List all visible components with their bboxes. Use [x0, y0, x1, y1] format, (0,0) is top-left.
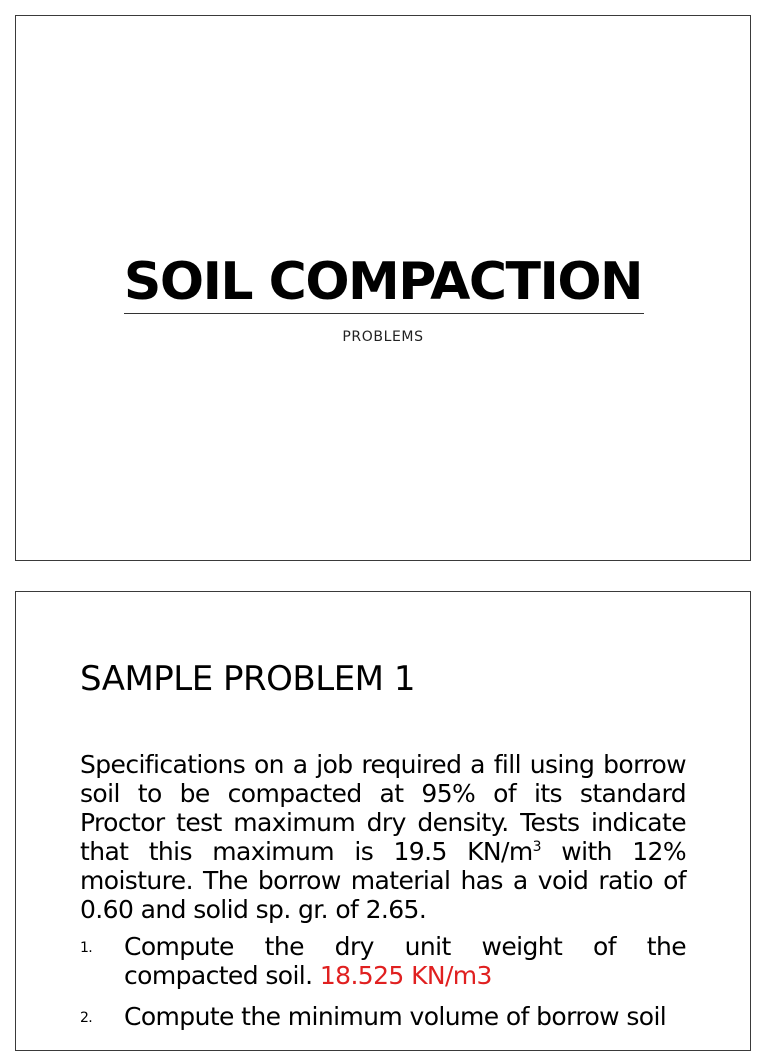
problem-statement-tail: with 12% moisture. The borrow material has a void ratio of 0.60 and solid sp. gr. of 2.65.	[80, 837, 687, 924]
question-item	[80, 932, 686, 990]
question-item	[80, 1002, 686, 1031]
slide-title: SOIL COMPACTION	[123, 252, 643, 312]
question-text	[124, 932, 686, 990]
question-number: 1.	[80, 940, 93, 956]
question-body: Compute the dry unit weight of the compacted soil.	[124, 932, 686, 990]
question-list	[80, 932, 686, 1043]
question-body: Compute the minimum volume of borrow soil	[124, 1002, 667, 1031]
slide-subtitle: PROBLEMS	[342, 329, 424, 345]
problem-slide	[15, 591, 751, 1051]
title-divider	[124, 313, 644, 314]
superscript-3: 3	[532, 839, 541, 855]
question-number: 2.	[80, 1010, 93, 1026]
question-text	[124, 1002, 686, 1031]
problem-heading: SAMPLE PROBLEM 1	[80, 659, 415, 699]
problem-statement-text: Specifications on a job required a fill using borrow soil to be compacted at 95% of its standard Proctor test maximum dry density. Tests indicate that this maximum is 19.5 KN/m	[80, 750, 686, 866]
answer-text: 18.525 KN/m3	[319, 961, 492, 990]
problem-statement	[80, 750, 686, 924]
title-slide	[15, 15, 751, 561]
